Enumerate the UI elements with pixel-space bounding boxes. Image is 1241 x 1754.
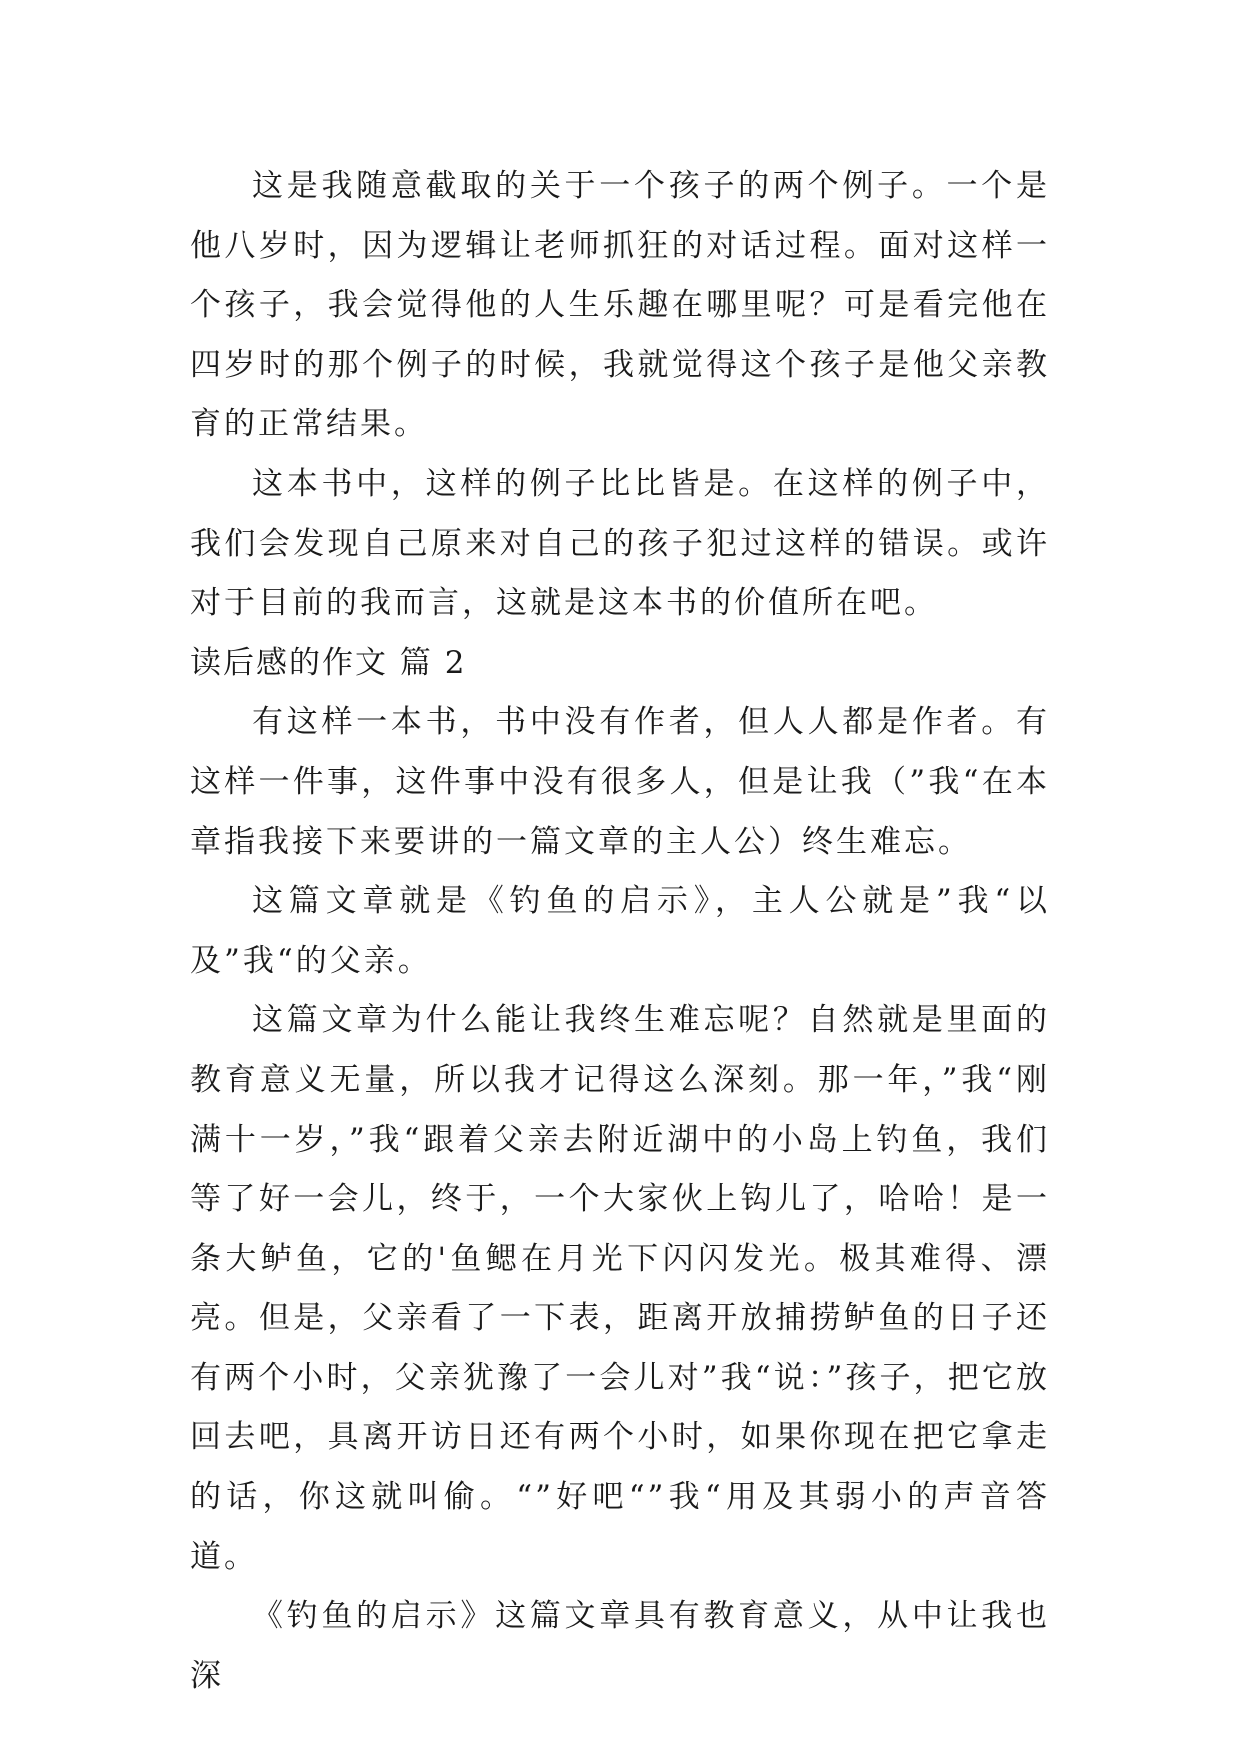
paragraph-2: 这本书中，这样的例子比比皆是。在这样的例子中，我们会发现自己原来对自己的孩子犯过这样的错误。或许对于目前的我而言，这就是这本书的价值所在吧。 bbox=[190, 465, 1050, 622]
document-body bbox=[190, 157, 1050, 1706]
paragraph-5: 这篇文章为什么能让我终生难忘呢？自然就是里面的教育意义无量，所以我才记得这么深刻。那一年，”我“刚满十一岁，”我“跟着父亲去附近湖中的小岛上钓鱼，我们等了好一会儿，终于，一个大家伙上钩儿了，哈哈！是一条大鲈鱼，它的'鱼鳃在月光下闪闪发光。极其难得、漂亮。但是，父亲看了一下表，距离开放捕捞鲈鱼的日子还有两个小时，父亲犹豫了一会儿对”我“说：”孩子，把它放回去吧，具离开访日还有两个小时，如果你现在把它拿走的话，你这就叫偷。“”好吧“”我“用及其弱小的声音答道。 bbox=[190, 1002, 1050, 1575]
section-heading: 读后感的作文 篇 2 bbox=[190, 644, 467, 681]
paragraph-1: 这是我随意截取的关于一个孩子的两个例子。一个是他八岁时，因为逻辑让老师抓狂的对话过程。面对这样一个孩子，我会觉得他的人生乐趣在哪里呢？可是看完他在四岁时的那个例子的时候，我就觉得这个孩子是他父亲教育的正常结果。 bbox=[190, 168, 1050, 443]
paragraph-3: 有这样一本书，书中没有作者，但人人都是作者。有这样一件事，这件事中没有很多人，但是让我（”我“在本章指我接下来要讲的一篇文章的主人公）终生难忘。 bbox=[190, 704, 1050, 860]
paragraph-4: 这篇文章就是《钓鱼的启示》，主人公就是”我“以及”我“的父亲。 bbox=[190, 883, 1050, 979]
paragraph-6: 《钓鱼的启示》这篇文章具有教育意义，从中让我也深 bbox=[190, 1598, 1050, 1694]
